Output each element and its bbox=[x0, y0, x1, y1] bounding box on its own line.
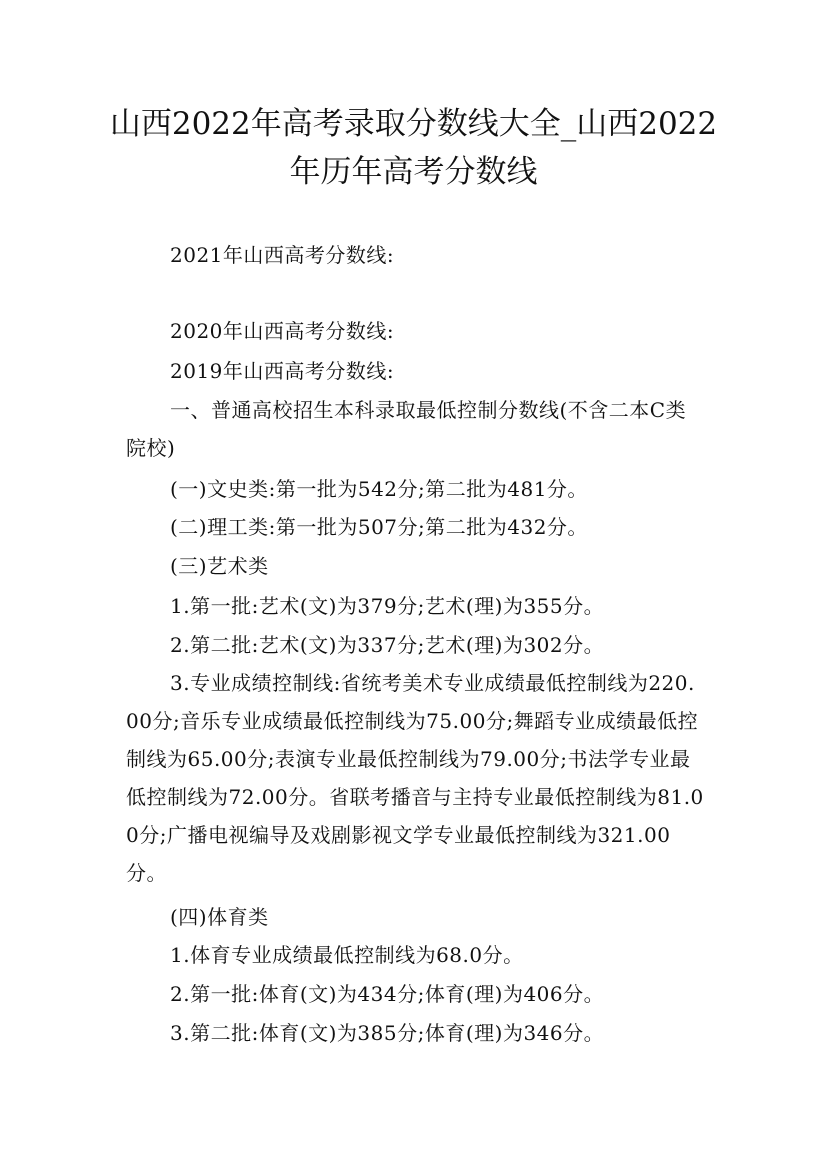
paragraph-sports-control-line: 1.体育专业成绩最低控制线为68.0分。 bbox=[170, 943, 524, 967]
paragraph-art-batch-1: 1.第一批:艺术(文)为379分;艺术(理)为355分。 bbox=[170, 594, 605, 618]
paragraph-2020-heading: 2020年山西高考分数线: bbox=[170, 319, 395, 343]
paragraph-2019-heading: 2019年山西高考分数线: bbox=[170, 359, 395, 383]
paragraph-sports-heading: (四)体育类 bbox=[170, 905, 269, 929]
document-title bbox=[100, 100, 727, 196]
paragraph-art-heading: (三)艺术类 bbox=[170, 554, 269, 578]
paragraph-sports-batch-1: 2.第一批:体育(文)为434分;体育(理)为406分。 bbox=[170, 982, 605, 1006]
paragraph-2021-heading: 2021年山西高考分数线: bbox=[170, 243, 395, 267]
paragraph-art-batch-2: 2.第二批:艺术(文)为337分;艺术(理)为302分。 bbox=[170, 633, 605, 657]
title-line-2: 年历年高考分数线 bbox=[289, 154, 538, 190]
paragraph-sports-batch-2: 3.第二批:体育(文)为385分;体育(理)为346分。 bbox=[170, 1021, 605, 1045]
paragraph-ligong: (二)理工类:第一批为507分;第二批为432分。 bbox=[170, 515, 588, 539]
title-line-1: 山西2022年高考录取分数线大全_山西2022 bbox=[109, 106, 718, 142]
paragraph-wenshi: (一)文史类:第一批为542分;第二批为481分。 bbox=[170, 477, 588, 501]
paragraph-art-control-lines: 3.专业成绩控制线:省统考美术专业成绩最低控制线为220.00分;音乐专业成绩最低控制线为75.00分;舞蹈专业成绩最低控制线为65.00分;表演专业最低控制线为79.00分;书法学专业最低控制线为72.00分。省联考播音与主持专业最低控制线为81.00分;广播电视编导及戏剧影视文学专业最低控制线为321.00分。 bbox=[126, 671, 704, 885]
paragraph-section-1: 一、普通高校招生本科录取最低控制分数线(不含二本C类院校) bbox=[126, 398, 687, 460]
